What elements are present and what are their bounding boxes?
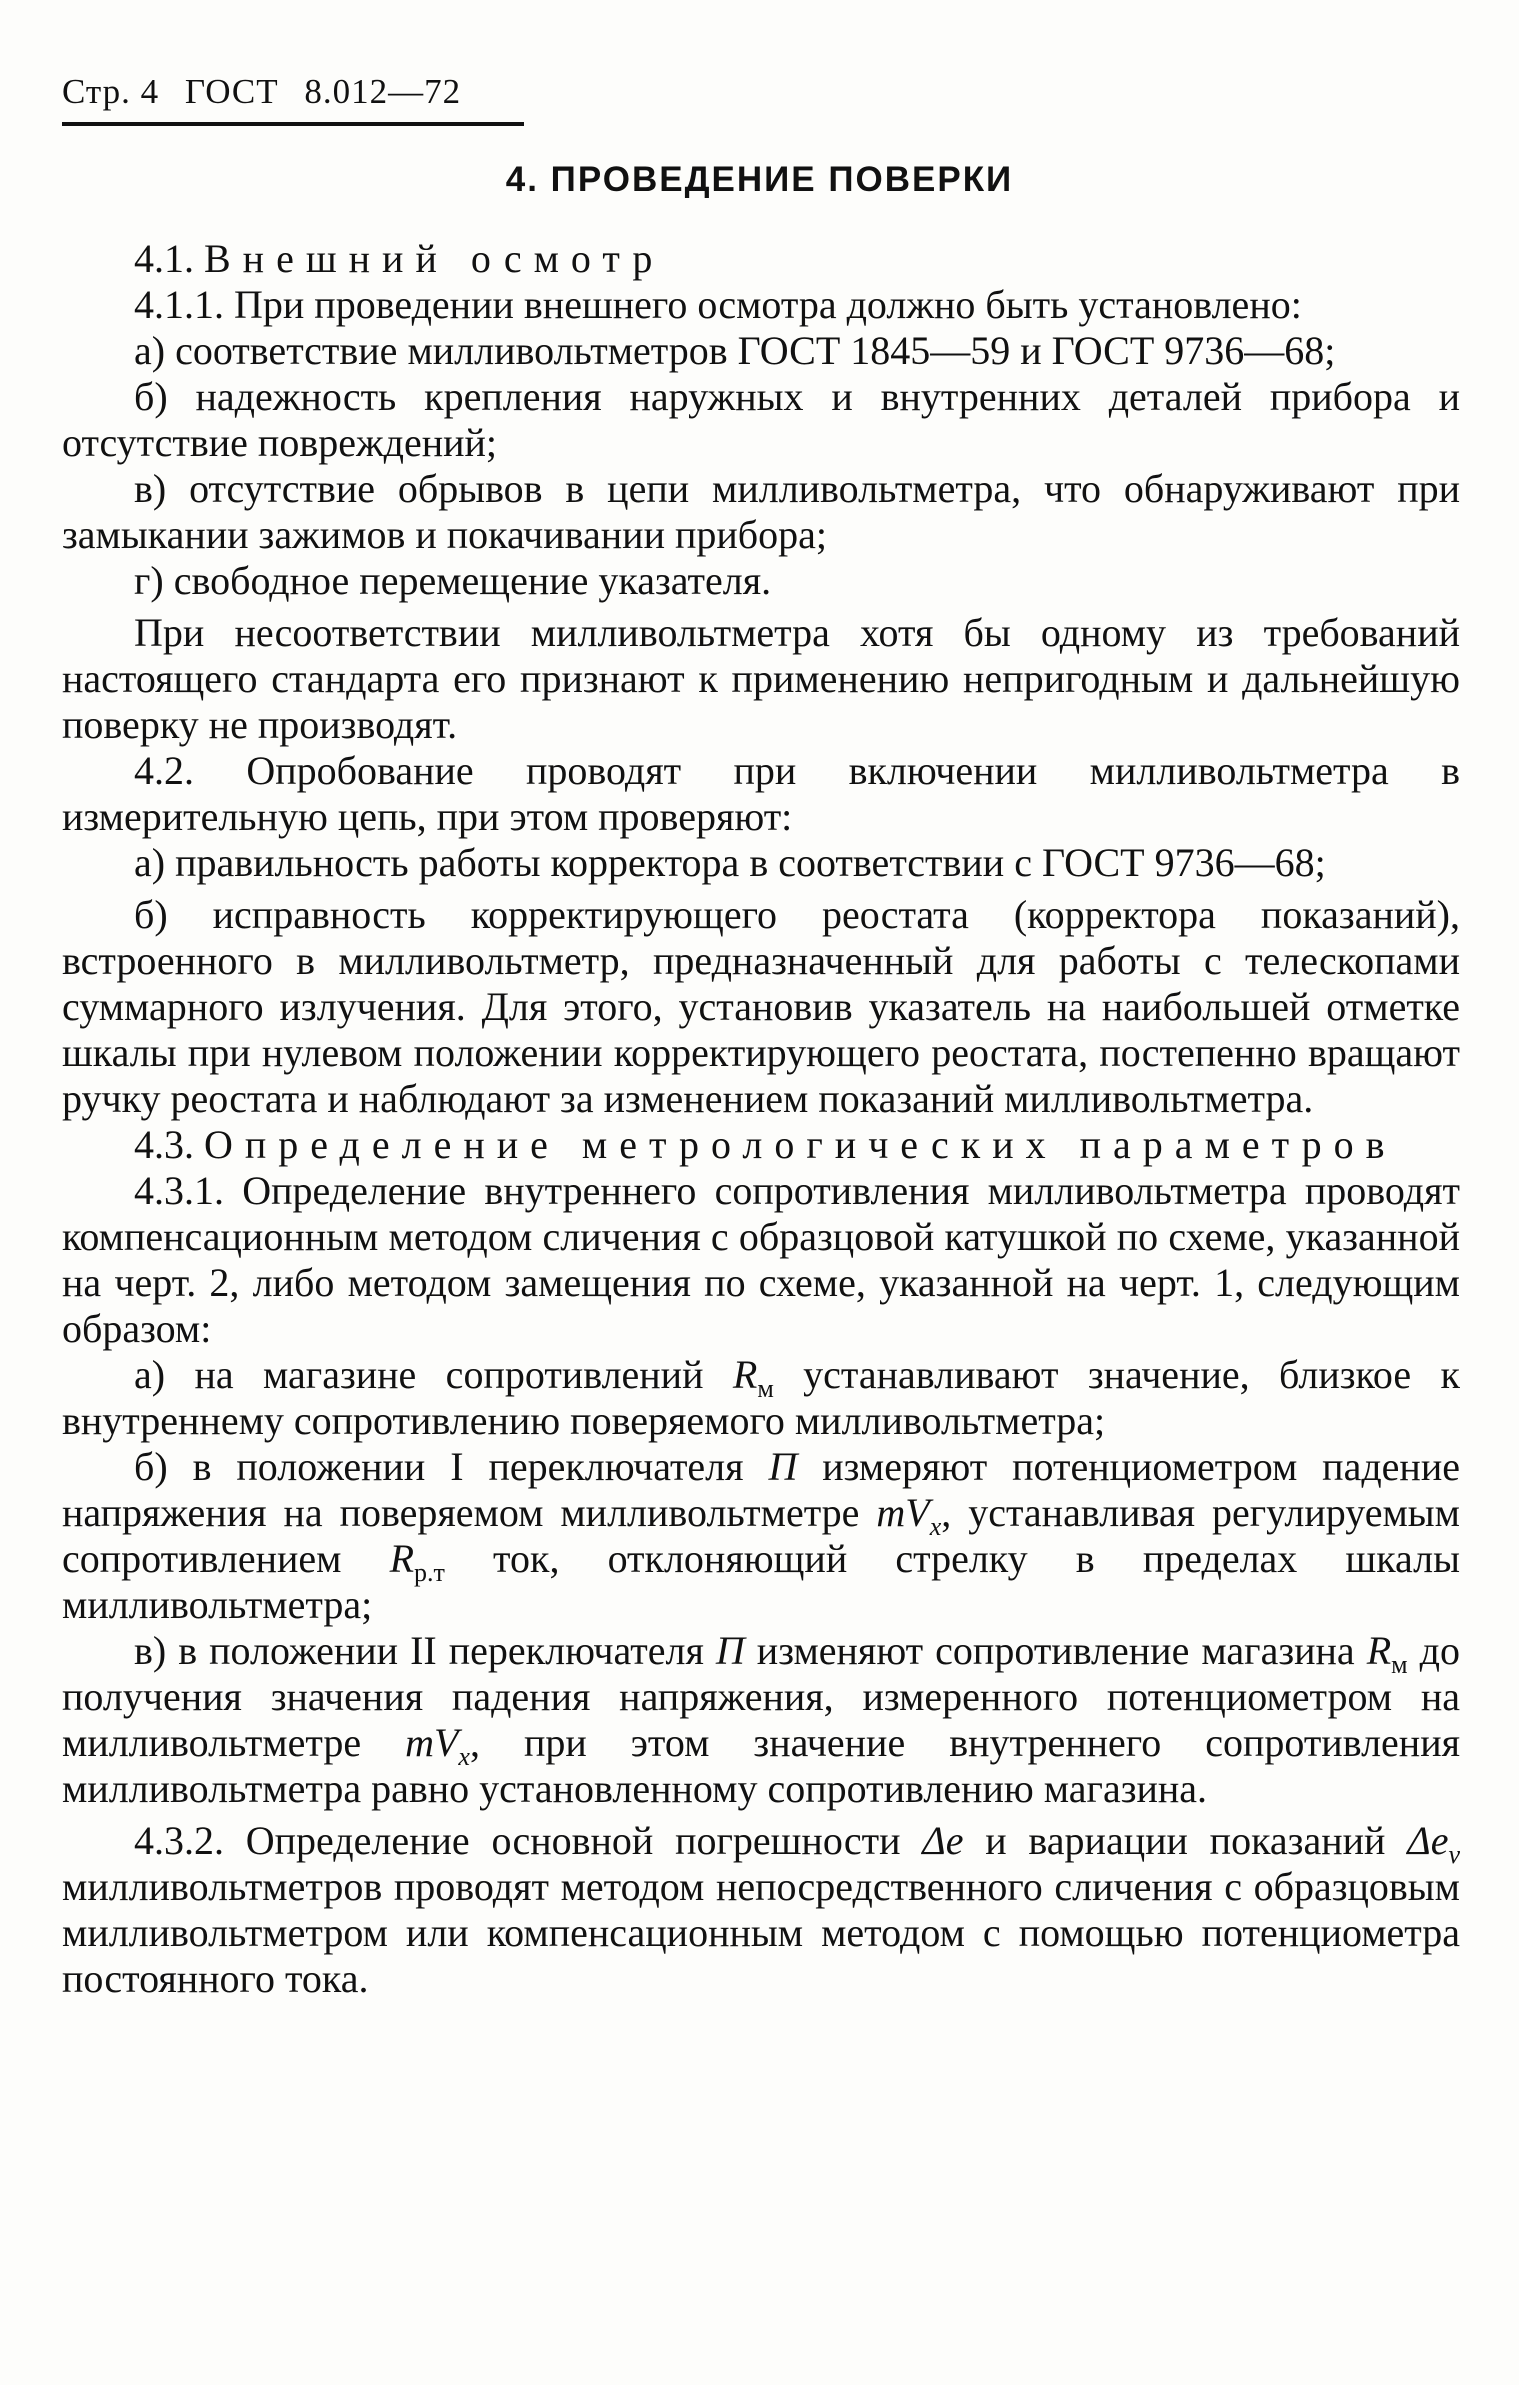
list-item-4-1-1-a: а) соответствие милливольтметров ГОСТ 1845—59 и ГОСТ 9736—68; [134, 328, 1336, 373]
text-run: изменяют сопротивление магазина [744, 1628, 1367, 1673]
subscript: м [1391, 1650, 1408, 1679]
paragraph-4-3-1: 4.3.1. Определение внутреннего сопротивления милливольтметра проводят компенсационным методом сличения с образцовой катушкой по схеме, указанной на черт. 2, либо методом замещения по схеме, указанной на черт. 1, следующим образом: [62, 1168, 1460, 1351]
text-run: до получения значения падения напряжения, измеренного потенциометром на милливольтметре [62, 1628, 1460, 1765]
subscript: v [1448, 1840, 1460, 1869]
subscript: р.т [414, 1558, 445, 1587]
list-item-4-3-1-c [62, 1628, 1460, 1812]
text-run: и вариации показаний [963, 1818, 1408, 1863]
subsection-heading-4-3 [62, 1122, 1460, 1168]
text-run: б) в положении I переключателя [134, 1444, 769, 1489]
symbol-switch: П [768, 1444, 798, 1489]
subsection-heading-4-1 [62, 236, 1460, 282]
list-item-4-2-b: б) исправность корректирующего реостата (корректора показаний), встроенного в милливольтметр, предназначенный для работы с телескопами суммарного излучения. Для этого, установив указатель на наибольшей отметке шкалы при нулевом положении корректирующего реостата, постепенно вращают ручку реостата и наблюдают за изменением показаний милливольтметра. [62, 892, 1460, 1121]
paragraph-4-1-1: 4.1.1. При проведении внешнего осмотра должно быть установлено: [134, 282, 1302, 327]
paragraph-4-2: 4.2. Опробование проводят при включении милливольтметра в измерительную цепь, при этом проверяют: [62, 748, 1460, 839]
header-rule [62, 122, 524, 126]
subsection-number: 4.3. [134, 1122, 194, 1167]
subsection-number: 4.1. [134, 236, 194, 281]
list-item-4-3-1-a [62, 1352, 1460, 1444]
list-item-4-1-1-c: в) отсутствие обрывов в цепи милливольтметра, что обнаруживают при замыкании зажимов и покачивании прибора; [62, 466, 1460, 557]
text-run: 4.3.2. Определение основной погрешности [134, 1818, 923, 1863]
symbol-delta-ev: Δe [1407, 1818, 1449, 1863]
paragraph-4-3-2 [62, 1818, 1460, 2002]
symbol-mv: mV [405, 1720, 459, 1765]
section-title: 4. ПРОВЕДЕНИЕ ПОВЕРКИ [505, 160, 1014, 199]
text-run: милливольтметров проводят методом непосредственного сличения с образцовым милливольтметром или компенсационным методом с помощью потенциометра постоянного тока. [62, 1864, 1460, 2001]
subscript: x [458, 1742, 470, 1771]
list-item-4-1-1-d: г) свободное перемещение указателя. [134, 558, 772, 603]
page-number: Стр. 4 [62, 72, 160, 111]
subsection-title: Внешний осмотр [204, 236, 665, 281]
page-header [62, 72, 477, 112]
paragraph-4-1-1-note: При несоответствии милливольтметра хотя бы одному из требований настоящего стандарта его признают к применению непригодным и дальнейшую поверку не производят. [62, 610, 1460, 747]
symbol-r: R [1366, 1628, 1392, 1673]
subscript: м [757, 1374, 774, 1403]
standard-number: 8.012—72 [304, 72, 462, 111]
text-run: а) на магазине сопротивлений [134, 1352, 733, 1397]
symbol-r: R [389, 1536, 415, 1581]
list-item-4-1-1-b: б) надежность крепления наружных и внутренних деталей прибора и отсутствие повреждений; [62, 374, 1460, 465]
subsection-title: Определение метрологических параметров [204, 1122, 1397, 1167]
subscript: x [929, 1512, 942, 1541]
list-item-4-2-a: а) правильность работы корректора в соответствии с ГОСТ 9736—68; [134, 840, 1326, 885]
text-run: , устанавливая регулируемым сопротивлением [62, 1490, 1460, 1581]
symbol-r: R [732, 1352, 758, 1397]
text-run: ток, отклоняющий стрелку в пределах шкалы милливольтметра; [62, 1536, 1460, 1627]
text-run: , при этом значение внутреннего сопротивления милливольтметра равно установленному сопротивлению магазина. [62, 1720, 1460, 1811]
text-run: в) в положении II переключателя [134, 1628, 716, 1673]
symbol-mv: mV [876, 1490, 930, 1535]
list-item-4-3-1-b [62, 1444, 1460, 1628]
document-body [62, 236, 1460, 2002]
symbol-delta-e: Δe [922, 1818, 964, 1863]
text-run: устанавливают значение, близкое к внутреннему сопротивлению поверяемого милливольтметра; [62, 1352, 1460, 1443]
symbol-switch: П [715, 1628, 745, 1673]
text-run: измеряют потенциометром падение напряжения на поверяемом милливольтметре [62, 1444, 1460, 1535]
standard-label: ГОСТ [184, 72, 279, 111]
